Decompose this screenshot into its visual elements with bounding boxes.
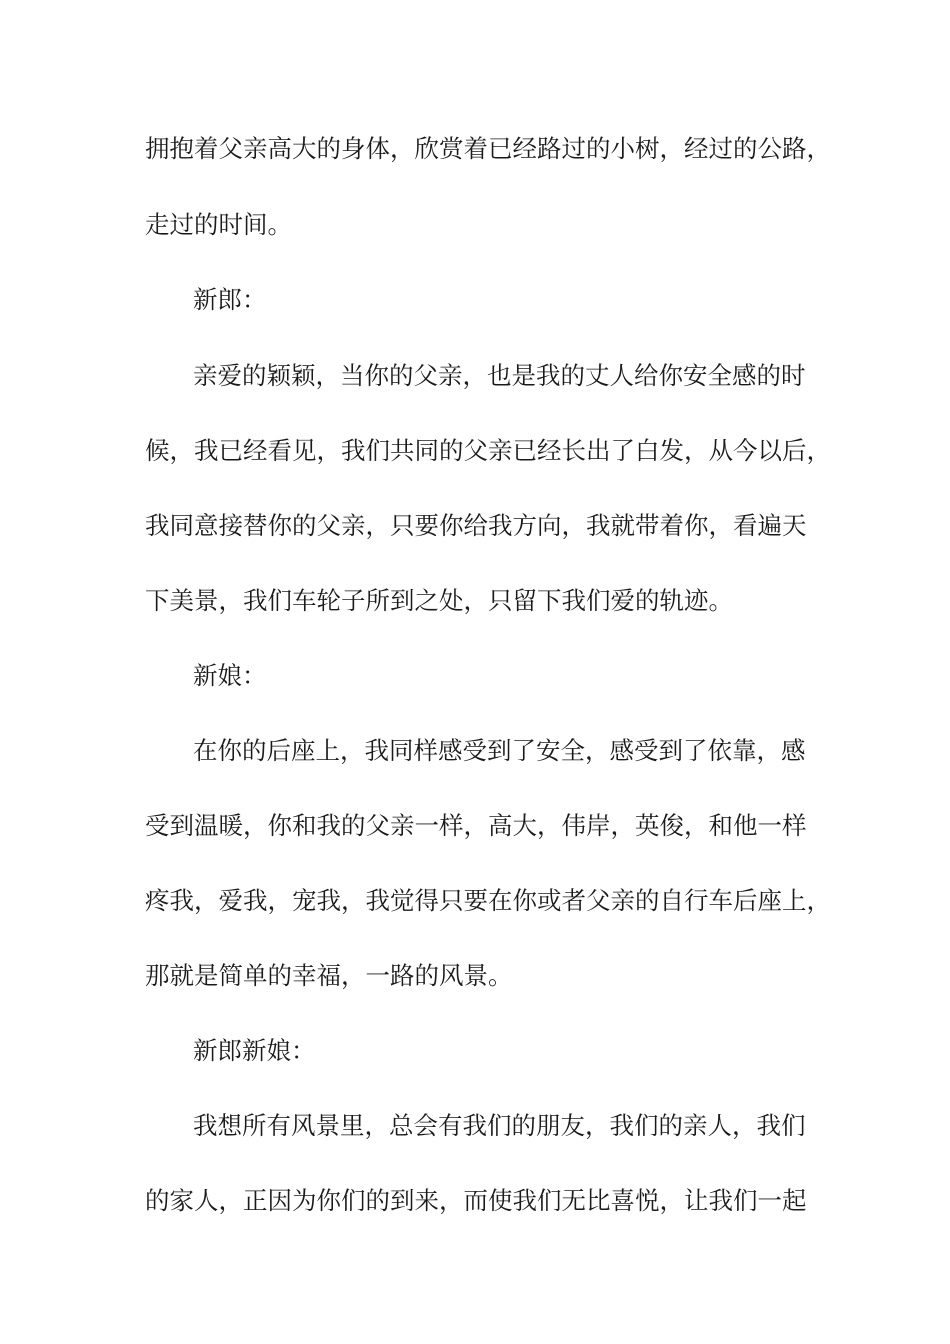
paragraph-line: 疼我，爱我，宠我，我觉得只要在你或者父亲的自行车后座上， <box>145 886 831 915</box>
paragraph-line: 走过的时间。 <box>145 210 292 239</box>
paragraph-line: 拥抱着父亲高大的身体，欣赏着已经路过的小树，经过的公路， <box>145 134 831 163</box>
paragraph-line: 亲爱的颖颖，当你的父亲，也是我的丈人给你安全感的时 <box>193 361 806 390</box>
paragraph-line: 我想所有风景里，总会有我们的朋友，我们的亲人，我们 <box>193 1111 806 1140</box>
speaker-label-couple: 新郎新娘： <box>193 1036 316 1065</box>
paragraph-line: 候，我已经看见，我们共同的父亲已经长出了白发，从今以后， <box>145 436 831 465</box>
paragraph-line: 在你的后座上，我同样感受到了安全，感受到了依靠，感 <box>193 736 806 765</box>
paragraph-line: 受到温暖，你和我的父亲一样，高大，伟岸，英俊，和他一样 <box>145 811 807 840</box>
paragraph-line: 那就是简单的幸福，一路的风景。 <box>145 961 513 990</box>
speaker-label-bride: 新娘： <box>193 661 267 690</box>
paragraph-line: 下美景，我们车轮子所到之处，只留下我们爱的轨迹。 <box>145 586 733 615</box>
paragraph-line: 的家人，正因为你们的到来，而使我们无比喜悦，让我们一起 <box>145 1186 807 1215</box>
paragraph-line: 我同意接替你的父亲，只要你给我方向，我就带着你，看遍天 <box>145 511 807 540</box>
speaker-label-groom: 新郎： <box>193 285 267 314</box>
